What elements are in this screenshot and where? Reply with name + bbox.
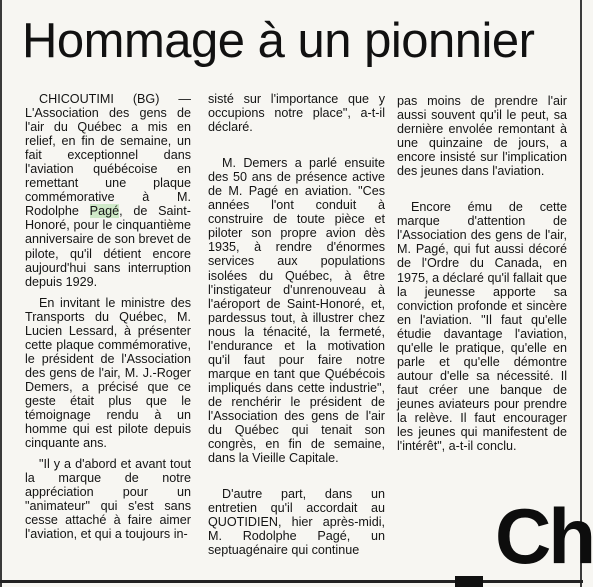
bottom-rule <box>0 580 583 583</box>
left-border <box>0 0 2 587</box>
article-column-1 <box>25 92 191 541</box>
paragraph: D'autre part, dans un entretien qu'il accordait au QUOTIDIEN, hier après-midi, M. Rodolphe Pagé, un septuagénaire qui continue <box>208 487 385 558</box>
paragraph: En invitant le ministre des Transports du Québec, M. Lucien Lessard, à présenter cette plaque commémorative, le président de l'Association des gens de l'air, M. J.-Roger Demers, a précisé que ce geste était plus que le témoignage rendu à un homme qui est pilote depuis cinquante ans. <box>25 295 191 451</box>
paragraph <box>25 92 191 289</box>
paragraph: Encore ému de cette marque d'attention de l'Association des gens de l'air, M. Pagé, qui fut aussi décoré de l'Ordre du Canada, en 1975, a déclaré qu'il fallait que la jeunesse apporte sa conviction profonde et sincère en l'aviation. "Il faut qu'elle étudie davantage l'aviation, qu'elle le pratique, qu'elle en parle et qu'elle démontre autour d'elle sa nécessité. Il faut créer une banque de jeunes aviateurs pour prendre la relève. Il faut encourager les jeunes qui manifestent de l'intérêt", a-t-il conclu. <box>397 200 567 454</box>
paragraph: pas moins de prendre l'air aussi souvent qu'il le peut, sa dernière envolée remontant à une quinzaine de jours, a encore insisté sur l'implication des jeunes dans l'aviation. <box>397 94 567 179</box>
paragraph-text: CHICOUTIMI (BG) — L'Association des gens de l'air du Québec a mis en relief, en fin de semaine, un fait exceptionnel dans l'aviation québécoise en remettant une plaque commémorative à M. Rodolphe <box>25 92 191 219</box>
paragraph-text: , de Saint-Honoré, pour le cinquantième anniversaire de son brevet de pilote, qu'il détient encore aujourd'hui sans interruption depuis 1929. <box>25 204 191 289</box>
article-column-3 <box>397 94 567 453</box>
cropped-letter-fragment <box>455 576 483 587</box>
paragraph: M. Demers a parlé ensuite des 50 ans de présence active de M. Pagé en aviation. "Ces années l'ont conduit à construire de toute pièce et piloter son propre avion dès 1935, à rendre d'énormes services aux populations isolées du Québec, à être l'instigateur d'unrenouveau à l'aéroport de Saint-Honoré, et, pardessus tout, à illustrer chez nous la ténacité, la fermeté, l'endurance et la motivation qu'il faut pour faire notre marque en tant que Québécois impliqués dans cette industrie", de renchérir le président de l'Association des gens de l'air du Québec qui tenait son congrès, en fin de semaine, dans la Vieille Capitale. <box>208 156 385 466</box>
next-article-headline-fragment: Ch <box>495 492 593 580</box>
paragraph: sisté sur l'importance que y occupions notre place", a-t-il déclaré. <box>208 92 385 135</box>
paragraph: "Il y a d'abord et avant tout la marque de notre appréciation pour un "animateur" qui s'est sans cesse attaché à faire aimer l'aviation, et qui a toujours in- <box>25 457 191 542</box>
highlighted-word: Pagé <box>89 204 120 219</box>
article-column-2 <box>208 92 385 557</box>
headline: Hommage à un pionnier <box>22 14 535 68</box>
